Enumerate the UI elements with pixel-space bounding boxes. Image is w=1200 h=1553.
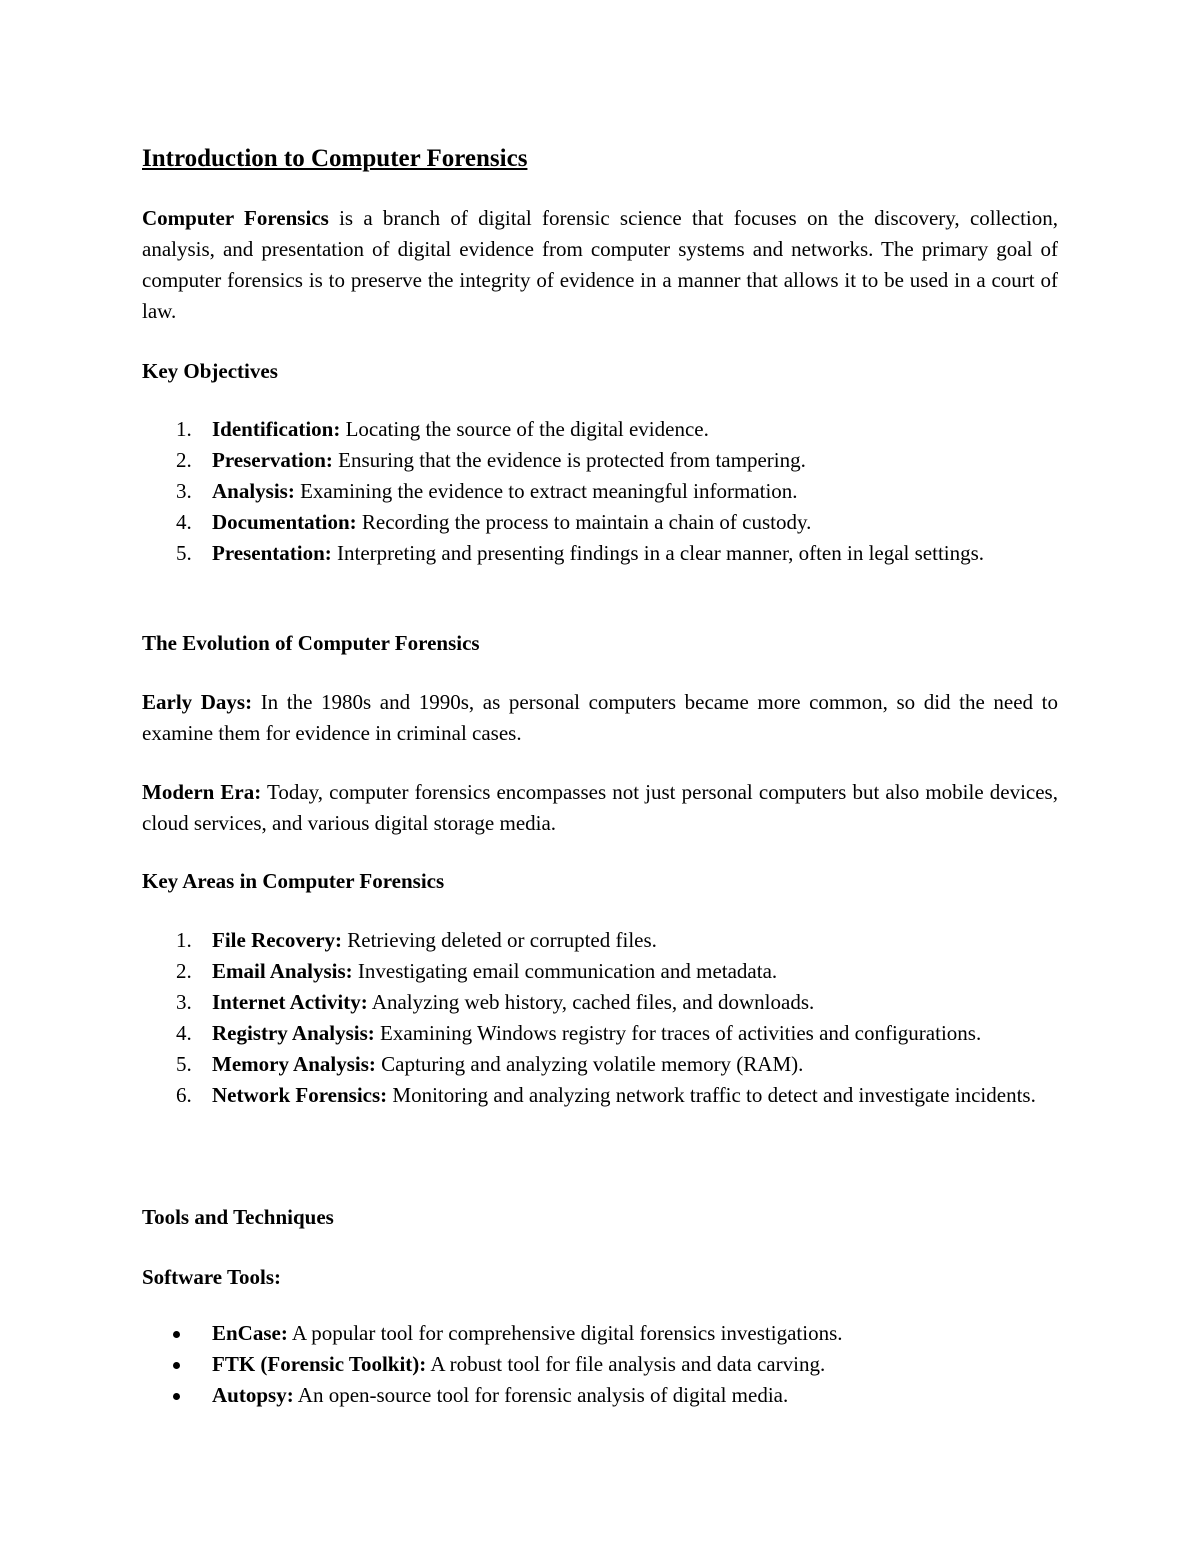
key-areas-list — [142, 925, 1058, 1111]
list-number: 4. — [176, 510, 192, 534]
item-text: Locating the source of the digital evidence. — [340, 417, 709, 441]
item-text: An open-source tool for forensic analysis of digital media. — [293, 1383, 789, 1407]
item-label: Email Analysis: — [212, 959, 353, 983]
list-item — [142, 1380, 1058, 1411]
tools-heading: Tools and Techniques — [142, 1205, 334, 1229]
item-text: Investigating email communication and metadata. — [352, 959, 778, 983]
list-number: 2. — [176, 959, 192, 983]
list-item — [142, 445, 1058, 476]
item-text: A popular tool for comprehensive digital forensics investigations. — [287, 1321, 843, 1345]
bullet-icon — [173, 1393, 180, 1400]
item-label: FTK (Forensic Toolkit): — [212, 1352, 427, 1376]
item-label: Presentation: — [212, 541, 332, 565]
list-item — [142, 987, 1058, 1018]
list-item — [142, 956, 1058, 987]
list-number: 4. — [176, 1021, 192, 1045]
item-label: Registry Analysis: — [212, 1021, 375, 1045]
list-number: 5. — [176, 1052, 192, 1076]
software-tools-heading: Software Tools: — [142, 1265, 282, 1289]
intro-paragraph — [142, 203, 1058, 327]
list-item — [142, 1318, 1058, 1349]
intro-text: is a branch of digital forensic science that focuses on the discovery, collection, analysis, and presentation of digital evidence from computer systems and networks. The primary goal of computer forensics is to preserve the integrity of evidence in a manner that allows it to be used in a court of law. — [142, 206, 1058, 323]
item-label: Memory Analysis: — [212, 1052, 376, 1076]
key-objectives-list — [142, 414, 1058, 569]
item-label: Documentation: — [212, 510, 357, 534]
list-number: 1. — [176, 417, 192, 441]
item-label: Network Forensics: — [212, 1083, 388, 1107]
key-objectives-heading: Key Objectives — [142, 359, 278, 383]
item-text: Analyzing web history, cached files, and downloads. — [367, 990, 815, 1014]
modern-era-text: Today, computer forensics encompasses not just personal computers but also mobile devices, cloud services, and various digital storage media. — [142, 780, 1058, 835]
evolution-heading: The Evolution of Computer Forensics — [142, 631, 480, 655]
item-text: Capturing and analyzing volatile memory (RAM). — [375, 1052, 804, 1076]
list-item — [142, 414, 1058, 445]
item-label: Analysis: — [212, 479, 295, 503]
list-item — [142, 538, 1058, 569]
list-number: 3. — [176, 479, 192, 503]
list-number: 6. — [176, 1083, 192, 1107]
early-days-label: Early Days: — [142, 690, 253, 714]
list-item — [142, 1049, 1058, 1080]
item-text: Examining Windows registry for traces of activities and configurations. — [374, 1021, 982, 1045]
key-areas-heading: Key Areas in Computer Forensics — [142, 869, 445, 893]
item-label: File Recovery: — [212, 928, 343, 952]
item-label: Preservation: — [212, 448, 333, 472]
early-days-text: In the 1980s and 1990s, as personal computers became more common, so did the need to examine them for evidence in criminal cases. — [142, 690, 1058, 745]
software-tools-list — [142, 1318, 1058, 1411]
list-number: 3. — [176, 990, 192, 1014]
list-number: 1. — [176, 928, 192, 952]
modern-era-paragraph — [142, 777, 1058, 839]
item-text: Ensuring that the evidence is protected from tampering. — [332, 448, 806, 472]
item-text: Retrieving deleted or corrupted files. — [342, 928, 657, 952]
item-text: Recording the process to maintain a chain of custody. — [356, 510, 812, 534]
list-item — [142, 925, 1058, 956]
page-title: Introduction to Computer Forensics — [142, 145, 528, 172]
early-days-paragraph — [142, 687, 1058, 749]
bullet-icon — [173, 1331, 180, 1338]
bullet-icon — [173, 1362, 180, 1369]
item-label: Autopsy: — [212, 1383, 294, 1407]
list-item — [142, 1018, 1058, 1049]
item-text: Interpreting and presenting findings in a clear manner, often in legal settings. — [331, 541, 985, 565]
item-label: Identification: — [212, 417, 341, 441]
list-item — [142, 507, 1058, 538]
list-number: 2. — [176, 448, 192, 472]
modern-era-label: Modern Era: — [142, 780, 262, 804]
item-text: Examining the evidence to extract meaningful information. — [294, 479, 798, 503]
item-text: A robust tool for file analysis and data carving. — [426, 1352, 826, 1376]
list-item — [142, 476, 1058, 507]
list-item — [142, 1080, 1058, 1111]
item-text: Monitoring and analyzing network traffic to detect and investigate incidents. — [387, 1083, 1036, 1107]
list-item — [142, 1349, 1058, 1380]
item-label: Internet Activity: — [212, 990, 368, 1014]
item-label: EnCase: — [212, 1321, 288, 1345]
intro-term: Computer Forensics — [142, 206, 329, 230]
list-number: 5. — [176, 541, 192, 565]
